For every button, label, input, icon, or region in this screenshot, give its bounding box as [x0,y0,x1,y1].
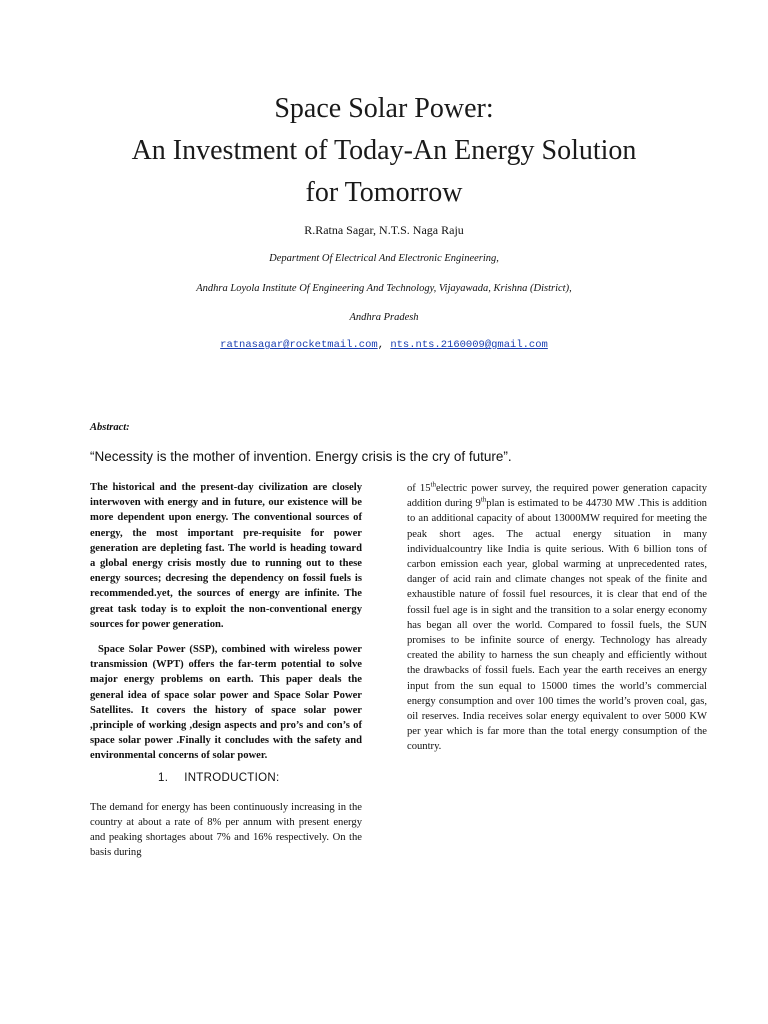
email-link-2[interactable]: nts.nts.2160009@gmail.com [390,339,548,351]
text-fragment: electric power survey, the required power generation capacity addition during 9 [407,483,707,510]
title-line: An Investment of Today-An Energy Solution [131,135,637,166]
email-separator: , [377,339,384,351]
superscript: th [480,495,487,504]
emails [0,339,768,351]
section-heading [158,771,362,786]
intro-continuation [407,481,707,755]
title-line: for Tomorrow [305,177,463,208]
abstract-paragraph-2: Space Solar Power (SSP), combined with wireless power transmission (WPT) offers the far-term potential to solve major energy problems on earth. This paper deals the general idea of space solar power and Space Solar Power Satellites. It covers the history of space solar power ,principle of working ,design aspects and pro’s and con’s of space solar power .Finally it concludes with the safety and environmental concerns of solar power. [90,644,362,762]
right-column [407,481,707,755]
left-column [90,480,362,861]
superscript: th [430,480,436,489]
affiliation-state: Andhra Pradesh [349,312,419,323]
authors: R.Ratna Sagar, N.T.S. Naga Raju [304,223,464,237]
section-title: INTRODUCTION: [184,771,280,784]
section-number: 1. [158,771,169,784]
affiliation-department: Department Of Electrical And Electronic Engineering, [269,253,499,264]
affiliation-institute: Andhra Loyola Institute Of Engineering And Technology, Vijayawada, Krishna (District), [196,283,572,294]
abstract-quote: “Necessity is the mother of invention. Energy crisis is the cry of future”. [90,449,512,464]
title-line: Space Solar Power: [274,93,494,124]
text-fragment: of 15 [407,483,431,494]
text-fragment: plan is estimated to be 44730 MW .This is addition to an additional capacity of about 13000MW required for meeting the peak short ages. The actual energy situation in many individualcountry like India is quite serious. With 6 billion tons of carbon emission each year, global warming at unprecedented rates, danger of acid rain and climate changes not speak of the finite and exhaustible nature of fossil fuel resources, it is clear that end of the fossil fuel age is in sight and the transition to a solar energy economy has began all over the world. Compared to fossil fuels, the SUN promises to be infinite source of energy. Technology has already created the ability to harness the sun cheaply and efficiently without the drawbacks of fossil fuels. Each year the earth receives an energy input from the sun equal to 15000 times the world’s commercial energy consumption and over 100 times the world’s proven coal, gas, oil reserves. India receives solar energy equivalent to over 5000 KW per year which is far more than the total energy consumption of the country. [407,498,707,753]
abstract-paragraph-1: The historical and the present-day civilization are closely interwoven with energy and in future, our existence will be more dependent upon energy. The conventional sources of energy, the most important pre-requisite for power generation are depleting fast. The world is heading toward a global energy crisis mostly due to running out to these energy sources; decresing the dependency on fossil fuels is recommended.yet, the sources of energy are infinite. The great task today is to exploit the non-conventional energy sources for power generation. [90,482,362,630]
intro-paragraph: The demand for energy has been continuously increasing in the country at about a rate of 8% per annum with present energy and peaking shortages about 7% and 16% respectively. On the basis during [90,801,362,859]
abstract-label: Abstract: [90,422,130,433]
email-link-1[interactable]: ratnasagar@rocketmail.com [220,339,378,351]
paper-title [0,88,768,214]
